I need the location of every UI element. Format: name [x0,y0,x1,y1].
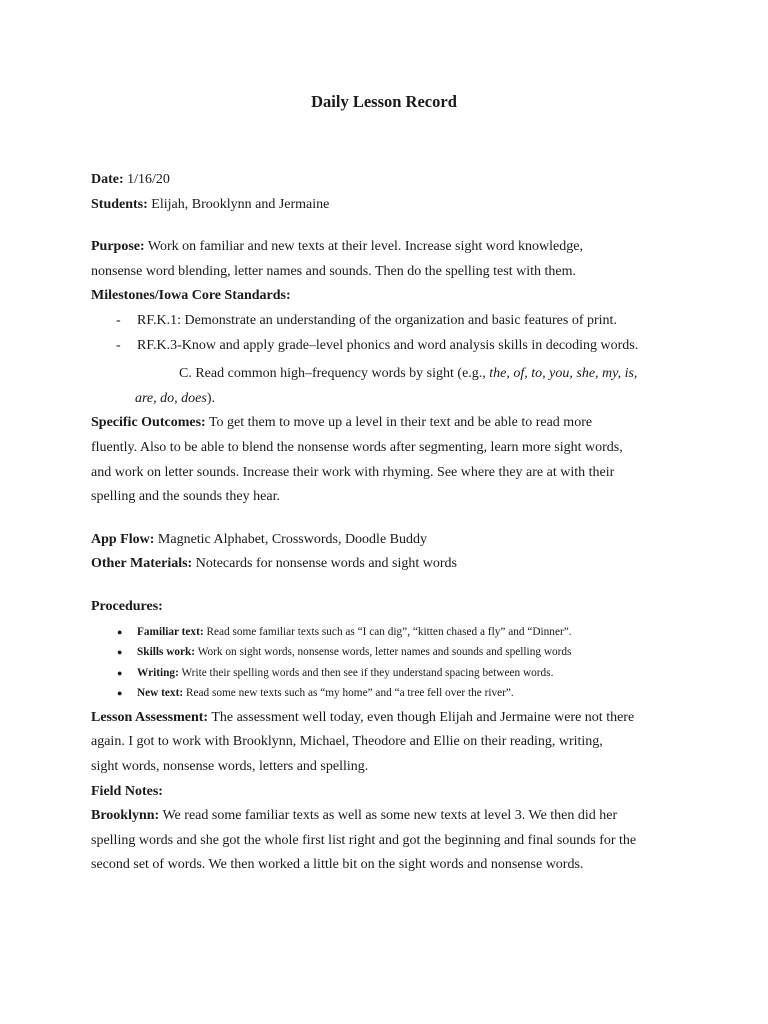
outcomes-line-2: fluently. Also to be able to blend the nonsense words after segmenting, learn more sight words, [91,439,623,455]
date-label: Date: [91,172,124,187]
students-line [91,193,691,218]
other-materials-line [91,552,691,577]
brooklynn-line-2: spelling words and she got the whole first list right and got the beginning and final sounds for the [91,832,637,848]
standard-c-suffix: ). [206,390,215,406]
outcomes-line-3: and work on letter sounds. Increase their work with rhyming. See where they are at with their [91,464,615,480]
students-label: Students: [91,196,148,212]
outcomes-line-1 [91,411,691,436]
procedure-text: Read some familiar texts such as “I can dig”, “kitten chased a fly” and “Dinner”. [206,625,572,638]
dash-marker: - [116,312,121,328]
purpose-label: Purpose: [91,239,145,255]
students-value: Elijah, Brooklynn and Jermaine [151,196,330,212]
assessment-line-2: again. I got to work with Brooklynn, Michael, Theodore and Ellie on their reading, writing, [91,734,603,750]
bullet-icon: ● [117,688,123,699]
purpose-line-1 [91,235,691,260]
standard-c-line-2 [91,387,691,412]
document-body [91,168,691,878]
procedure-text: Work on sight words, nonsense words, letter names and sounds and spelling words [197,646,572,659]
other-materials-value: Notecards for nonsense words and sight words [195,556,458,572]
procedure-item [91,642,691,663]
milestone-text: RF.K.1: Demonstrate an understanding of the organization and basic features of print. [137,312,617,328]
standard-c-examples-1: the, of, to, you, she, my, is, [489,366,638,382]
standard-c-line-1 [91,362,691,387]
app-flow-label: App Flow: [91,531,155,547]
bullet-icon: ● [117,626,123,637]
outcomes-line-4: spelling and the sounds they hear. [91,489,280,505]
other-materials-label: Other Materials: [91,556,193,572]
standard-c-examples-2: are, do, does [135,390,207,406]
bullet-icon: ● [117,647,123,658]
brooklynn-label: Brooklynn: [91,808,160,824]
bullet-icon: ● [117,667,123,678]
app-flow-line [91,528,691,553]
date-line [91,168,691,193]
assessment-line-1 [91,706,691,731]
spacer [91,510,691,528]
spacer [91,577,691,595]
date-value: 1/16/20 [127,172,170,187]
procedure-item [91,683,691,704]
procedure-text: Write their spelling words and then see if they understand spacing between words. [181,666,554,679]
assessment-label: Lesson Assessment: [91,709,209,725]
assessment-line-3: sight words, nonsense words, letters and spelling. [91,759,369,775]
outcomes-label: Specific Outcomes: [91,415,206,431]
purpose-line-2: nonsense word blending, letter names and sounds. Then do the spelling test with them. [91,263,576,279]
assessment-text-1: The assessment well today, even though Elijah and Jermaine were not there [211,709,635,725]
brooklynn-line-3: second set of words. We then worked a little bit on the sight words and nonsense words. [91,857,584,873]
procedure-item [91,663,691,684]
procedure-item [91,622,691,643]
standard-c-prefix: C. Read common high–frequency words by sight (e.g., [179,366,490,382]
outcomes-text-1: To get them to move up a level in their text and be able to read more [208,415,593,431]
procedures-list [91,622,691,704]
milestone-text: RF.K.3-Know and apply grade–level phonics and word analysis skills in decoding words. [137,337,639,353]
page-title: Daily Lesson Record [311,92,457,111]
procedure-label: Familiar text: [137,625,204,638]
field-notes-label: Field Notes: [91,783,163,799]
brooklynn-line-1 [91,804,691,829]
milestone-item [91,309,691,334]
purpose-text-1: Work on familiar and new texts at their level. Increase sight word knowledge, [147,239,583,255]
procedure-text: Read some new texts such as “my home” and “a tree fell over the river”. [185,687,514,700]
milestone-item [91,334,691,359]
procedure-label: Writing: [137,666,179,679]
milestones-label: Milestones/Iowa Core Standards: [91,288,291,304]
brooklynn-text-1: We read some familiar texts as well as some new texts at level 3. We then did her [162,808,618,824]
spacer [91,217,691,235]
dash-marker: - [116,337,121,353]
procedure-label: New text: [137,687,184,700]
app-flow-value: Magnetic Alphabet, Crosswords, Doodle Buddy [157,531,427,547]
procedures-label: Procedures: [91,598,163,614]
procedure-label: Skills work: [137,646,196,659]
